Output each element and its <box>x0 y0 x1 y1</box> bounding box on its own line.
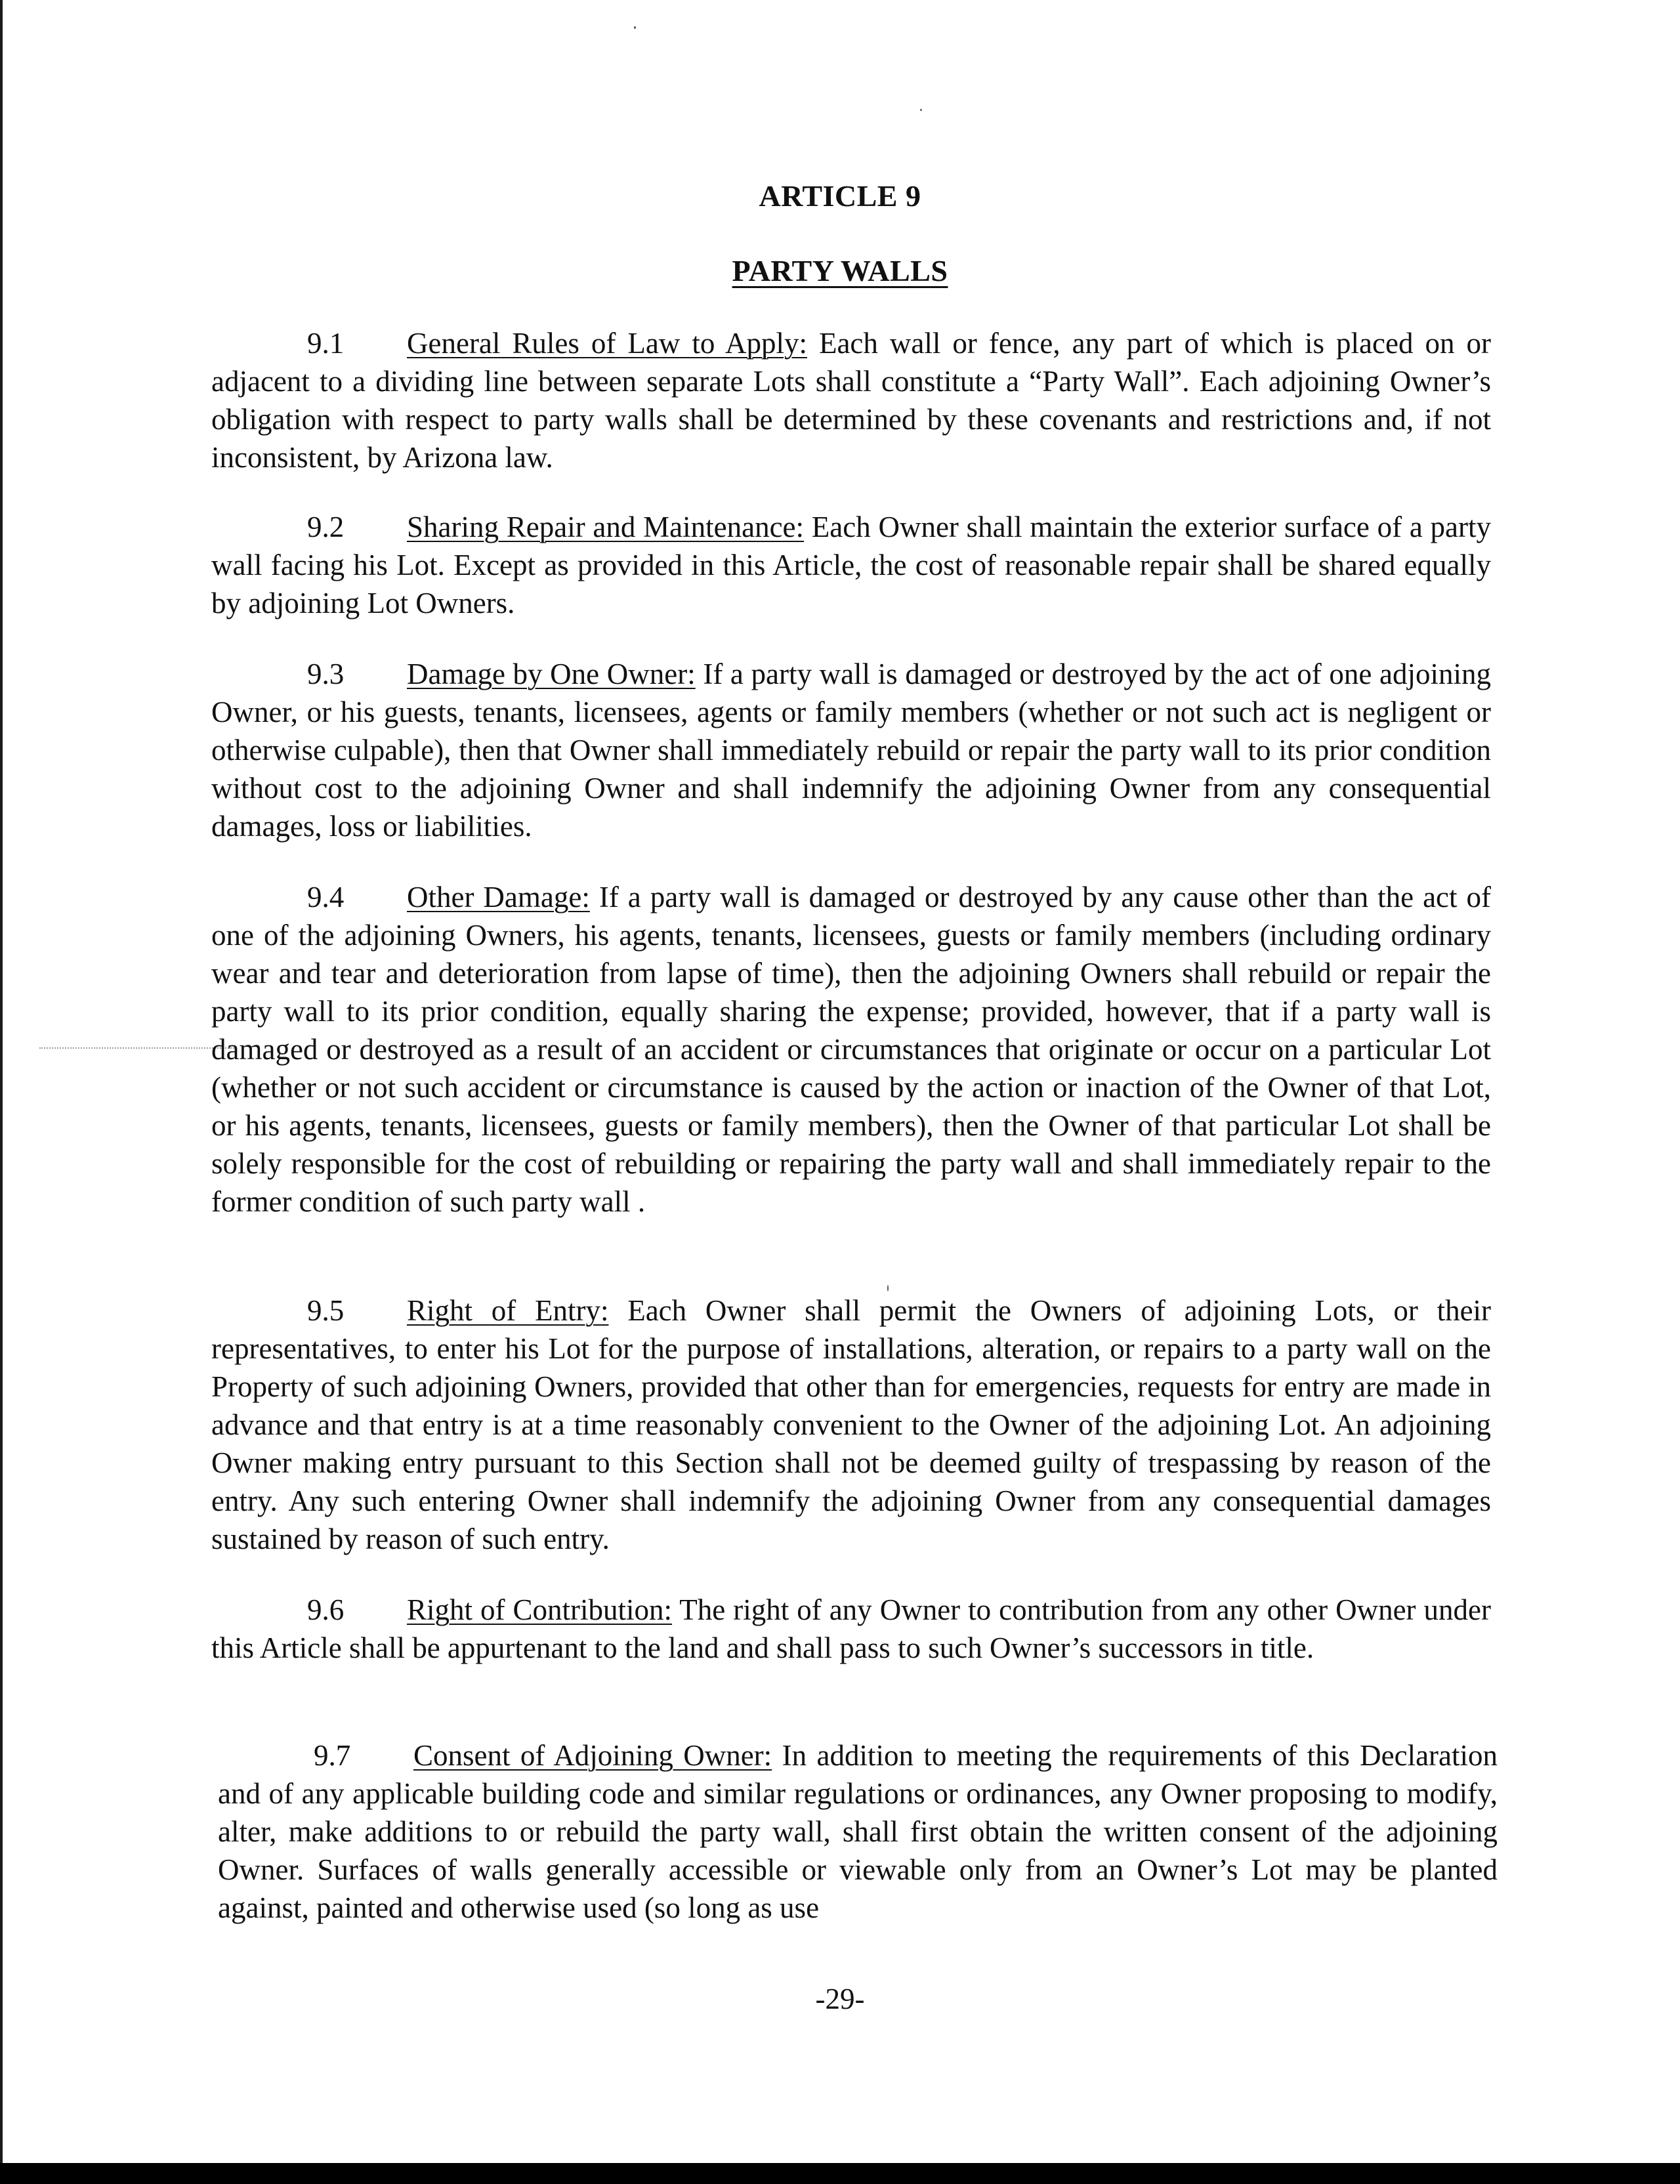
section-9-6 <box>211 1591 1491 1667</box>
article-title <box>0 253 1680 288</box>
scan-artifact-dots <box>39 1047 236 1050</box>
section-caption: Right of Entry: <box>407 1294 609 1327</box>
section-number: 9.7 <box>314 1739 351 1772</box>
section-text: Each Owner shall maintain the exterior surface of a party wall facing his Lot. Except as provided in this Article, the cost of reasonable repair shall be shared equally by adjoining Lot Owners. <box>211 511 1492 620</box>
section-caption: Consent of Adjoining Owner: <box>413 1739 772 1772</box>
section-9-4 <box>211 878 1491 1221</box>
article-heading: ARTICLE 9 <box>759 179 921 213</box>
section-number: 9.6 <box>307 1593 345 1626</box>
section-text: Each wall or fence, any part of which is placed on or adjacent to a dividing line between separate Lots shall constitute a “Party Wall”. Each adjoining Owner’s obligation with respect to party walls shall be determined by these covenants and restrictions and, if not inconsistent, by Arizona law. <box>211 327 1491 474</box>
section-text: If a party wall is damaged or destroyed by the act of one adjoining Owner, or his guests, tenants, licensees, agents or family members (whether or not such act is negligent or otherwise culpable), then that Owner shall immediately rebuild or repair the party wall to its prior condition without cost to the adjoining Owner and shall indemnify the adjoining Owner from any consequential damages, loss or liabilities. <box>211 658 1491 843</box>
section-number: 9.1 <box>307 327 345 360</box>
scan-speck <box>634 26 636 29</box>
page-number: -29- <box>815 1983 865 2015</box>
section-9-5 <box>211 1292 1491 1558</box>
section-9-3 <box>211 655 1491 845</box>
section-caption: Other Damage: <box>407 881 590 914</box>
scan-bottom-edge <box>0 2163 1680 2184</box>
section-number: 9.3 <box>307 658 345 690</box>
section-9-7 <box>218 1736 1498 1927</box>
section-text: In addition to meeting the requirements of this Declaration and of any applicable building code and similar regulations or ordinances, any Owner proposing to modify, alter, make additions to or rebuild the party wall, shall first obtain the written consent of the adjoining Owner. Surfaces of walls generally accessible or viewable only from an Owner’s Lot may be planted against, painted and otherwise used (so long as use <box>218 1739 1498 1924</box>
scan-left-edge <box>0 0 3 2166</box>
section-9-1 <box>211 324 1491 476</box>
section-caption: Damage by One Owner: <box>407 658 696 690</box>
scan-speck <box>887 1285 889 1292</box>
section-text: The right of any Owner to contribution from any other Owner under this Article shall be appurtenant to the land and shall pass to such Owner’s successors in title. <box>211 1593 1492 1664</box>
section-number: 9.4 <box>307 881 345 914</box>
section-caption: Sharing Repair and Maintenance: <box>407 511 805 543</box>
section-number: 9.5 <box>307 1294 345 1327</box>
section-caption: General Rules of Law to Apply: <box>407 327 807 360</box>
scan-speck <box>920 109 922 111</box>
section-number: 9.2 <box>307 511 345 543</box>
section-text: Each Owner shall permit the Owners of adjoining Lots, or their representatives, to enter his Lot for the purpose of installations, alteration, or repairs to a party wall on the Property of such adjoining Owners, provided that other than for emergencies, requests for entry are made in advance and that entry is at a time reasonably convenient to the Owner of the adjoining Lot. An adjoining Owner making entry pursuant to this Section shall not be deemed guilty of trespassing by reason of the entry. Any such entering Owner shall indemnify the adjoining Owner from any consequential damages sustained by reason of such entry. <box>211 1294 1492 1555</box>
section-text: If a party wall is damaged or destroyed by any cause other than the act of one of the adjoining Owners, his agents, tenants, licensees, guests or family members (including ordinary wear and tear and deterioration from lapse of time), then the adjoining Owners shall rebuild or repair the party wall to its prior condition, equally sharing the expense; provided, however, that if a party wall is damaged or destroyed as a result of an accident or circumstances that originate or occur on a particular Lot (whether or not such accident or circumstance is caused by the action or inaction of the Owner of that Lot, or his agents, tenants, licensees, guests or family members), then the Owner of that particular Lot shall be solely responsible for the cost of rebuilding or repairing the party wall and shall immediately repair to the former condition of such party wall . <box>211 881 1491 1218</box>
section-caption: Right of Contribution: <box>407 1593 673 1626</box>
article-title-text: PARTY WALLS <box>732 254 948 287</box>
section-9-2 <box>211 508 1491 622</box>
